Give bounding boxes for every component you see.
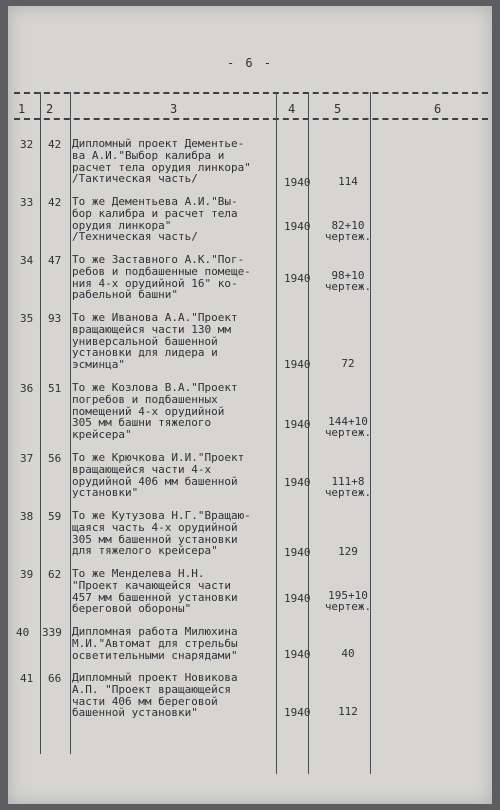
column-divider [276,92,277,774]
row-number: 40 [16,626,30,639]
row-year: 1940 [284,176,311,189]
row-number: 36 [20,382,34,395]
row-code: 339 [42,626,62,639]
row-year: 1940 [284,220,311,233]
row-code: 47 [48,254,62,267]
row-pages [320,358,376,369]
row-pages-value: 114 [338,175,358,188]
row-pages [320,546,376,557]
row-code: 56 [48,452,62,465]
column-header-6: 6 [434,102,442,116]
row-code: 93 [48,312,62,325]
row-pages-value: 40 [341,647,355,660]
row-number: 38 [20,510,34,523]
row-title: То же Козлова В.А."Проект погребов и подбашенных помещений 4-х орудийной 305 мм башни тяжелого крейсера" [72,381,238,442]
row-year: 1940 [284,592,311,605]
row-code: 42 [48,138,62,151]
row-number: 37 [20,452,34,465]
column-header-1: 1 [18,102,26,116]
row-number: 35 [20,312,34,325]
column-divider [70,92,71,754]
row-code: 42 [48,196,62,209]
row-title: То же Крючкова И.И."Проект вращающейся части 4-х орудийной 406 мм башенной установки" [72,451,245,500]
row-pages [320,590,376,612]
row-title: То же Дементьева А.И."Вы- бор калибра и расчет тела орудия линкора" /Техническая часть/ [72,195,238,244]
row-pages-value: 144+10 чертеж. [324,415,372,439]
row-pages [320,270,376,292]
row-title: То же Менделева Н.Н. "Проект качающейся части 457 мм башенной установки береговой обороны" [72,567,238,616]
row-code: 66 [48,672,62,685]
row-year: 1940 [284,272,311,285]
row-pages [320,220,376,242]
page-number: - 6 - [226,56,274,70]
row-code: 59 [48,510,62,523]
row-number: 32 [20,138,34,151]
row-code: 62 [48,568,62,581]
row-pages-value: 112 [338,705,358,718]
row-title: Дипломный проект Дементье- ва А.И."Выбор калибра и расчет тела орудия линкора" /Тактическая часть/ [72,137,251,186]
row-title: То же Кутузова Н.Г."Вращаю- щаяся часть 4-х орудийной 305 мм башенной установки для тяжелого крейсера" [72,509,251,558]
row-number: 34 [20,254,34,267]
row-number: 39 [20,568,34,581]
row-title: То же Иванова А.А."Проект вращающейся части 130 мм универсальной башенной установки для лидера и эсминца" [72,311,238,372]
row-pages-value: 111+8 чертеж. [324,475,372,499]
row-title: Дипломный проект Новикова А.П. "Проект вращающейся части 406 мм береговой башенной установки" [72,671,238,720]
column-header-4: 4 [288,102,296,116]
column-header-5: 5 [334,102,342,116]
row-pages-value: 98+10 чертеж. [324,269,372,293]
row-number: 33 [20,196,34,209]
table-top-rule [14,92,488,94]
row-pages [320,706,376,717]
row-pages-value: 195+10 чертеж. [324,589,372,613]
row-title: Дипломная работа Милюхина М.И."Автомат для стрельбы осветительными снарядами" [72,625,238,662]
row-pages [320,176,376,187]
row-pages [320,416,376,438]
row-title: То же Заставного А.К."Пог- ребов и подбашенные помеще- ния 4-х орудийной 16" ко- рабельной башни" [72,253,251,302]
row-pages [320,476,376,498]
row-year: 1940 [284,648,311,661]
row-pages [320,648,376,659]
table-header-rule [14,118,488,120]
column-divider [40,92,41,754]
row-code: 51 [48,382,62,395]
row-year: 1940 [284,706,311,719]
row-pages-value: 129 [338,545,358,558]
row-year: 1940 [284,418,311,431]
row-year: 1940 [284,476,311,489]
column-header-3: 3 [170,102,178,116]
document-page [8,6,492,804]
row-pages-value: 82+10 чертеж. [324,219,372,243]
row-year: 1940 [284,358,311,371]
column-divider [308,92,309,774]
row-number: 41 [20,672,34,685]
row-year: 1940 [284,546,311,559]
row-pages-value: 72 [341,357,355,370]
column-header-2: 2 [46,102,54,116]
